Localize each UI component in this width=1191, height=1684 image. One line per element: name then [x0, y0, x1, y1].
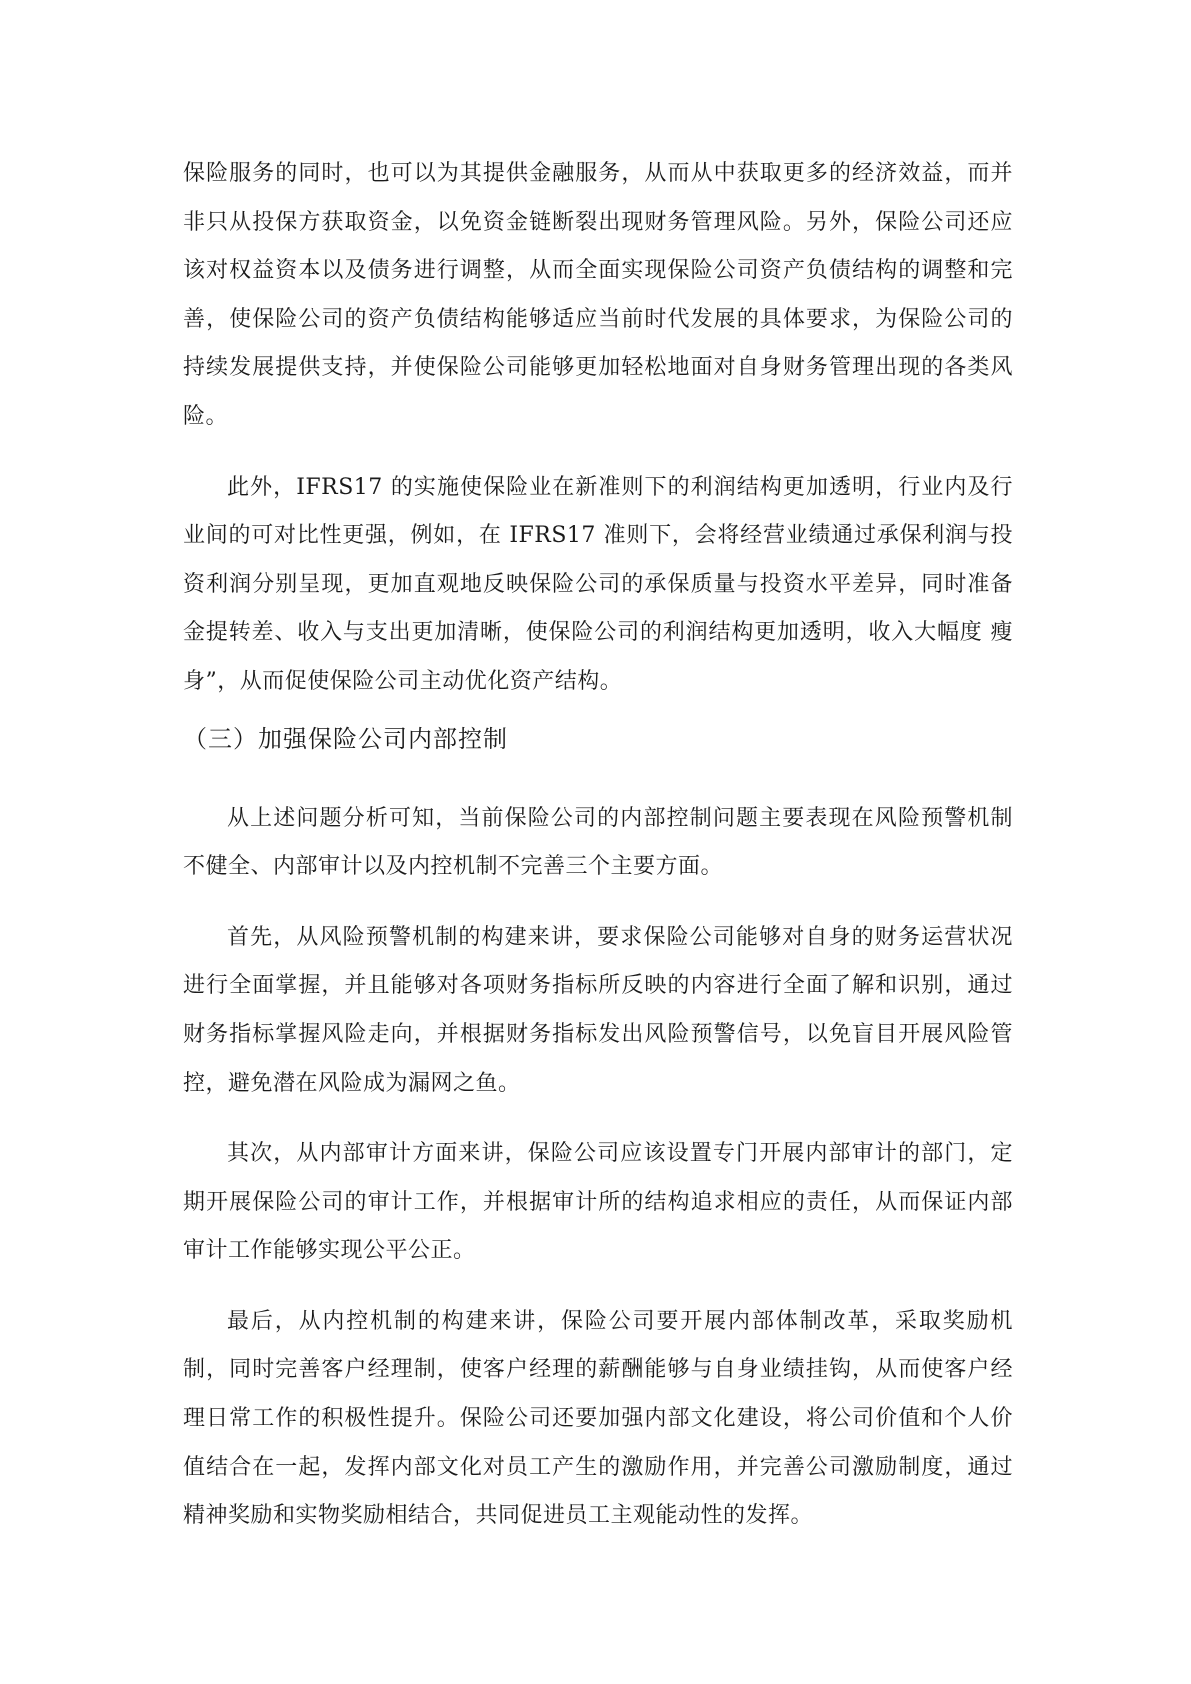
paragraph-gap	[183, 1108, 1013, 1130]
paragraph-gap	[183, 892, 1013, 914]
paragraph-4: 首先，从风险预警机制的构建来讲，要求保险公司能够对自身的财务运营状况进行全面掌握，并且能够对各项财务指标所反映的内容进行全面了解和识别，通过财务指标掌握风险走向，并根据财务指标发出风险预警信号，以免盲目开展风险管控，避免潜在风险成为漏网之鱼。	[183, 924, 1013, 1096]
paragraph-gap	[183, 442, 1013, 464]
paragraph-1: 保险服务的同时，也可以为其提供金融服务，从而从中获取更多的经济效益，而并非只从投保方获取资金，以免资金链断裂出现财务管理风险。另外，保险公司还应该对权益资本以及债务进行调整，从而全面实现保险公司资产负债结构的调整和完善，使保险公司的资产负债结构能够适应当前时代发展的具体要求，为保险公司的持续发展提供支持，并使保险公司能够更加轻松地面对自身财务管理出现的各类风险。	[183, 161, 1013, 429]
paragraph-gap	[183, 1276, 1013, 1298]
document-body	[183, 150, 1013, 1541]
paragraph-5: 其次，从内部审计方面来讲，保险公司应该设置专门开展内部审计的部门，定期开展保险公司的审计工作，并根据审计所的结构追求相应的责任，从而保证内部审计工作能够实现公平公正。	[183, 1141, 1013, 1264]
section-heading: （三）加强保险公司内部控制	[183, 724, 508, 753]
paragraph-3: 从上述问题分析可知，当前保险公司的内部控制问题主要表现在风险预警机制不健全、内部审计以及内控机制不完善三个主要方面。	[183, 805, 1013, 880]
paragraph-2: 此外，IFRS17 的实施使保险业在新准则下的利润结构更加透明，行业内及行业间的可对比性更强，例如，在 IFRS17 准则下，会将经营业绩通过承保利润与投资利润分别呈现，更加直观地反映保险公司的承保质量与投资水平差异，同时准备金提转差、收入与支出更加清晰，使保险公司的利润结构更加透明，收入大幅度 瘦身”，从而促使保险公司主动优化资产结构。	[183, 474, 1013, 694]
paragraph-gap	[183, 765, 1013, 795]
paragraph-6: 最后，从内控机制的构建来讲，保险公司要开展内部体制改革，采取奖励机制，同时完善客户经理制，使客户经理的薪酬能够与自身业绩挂钩，从而使客户经理日常工作的积极性提升。保险公司还要加强内部文化建设，将公司价值和个人价值结合在一起，发挥内部文化对员工产生的激励作用，并完善公司激励制度，通过精神奖励和实物奖励相结合，共同促进员工主观能动性的发挥。	[183, 1308, 1013, 1529]
